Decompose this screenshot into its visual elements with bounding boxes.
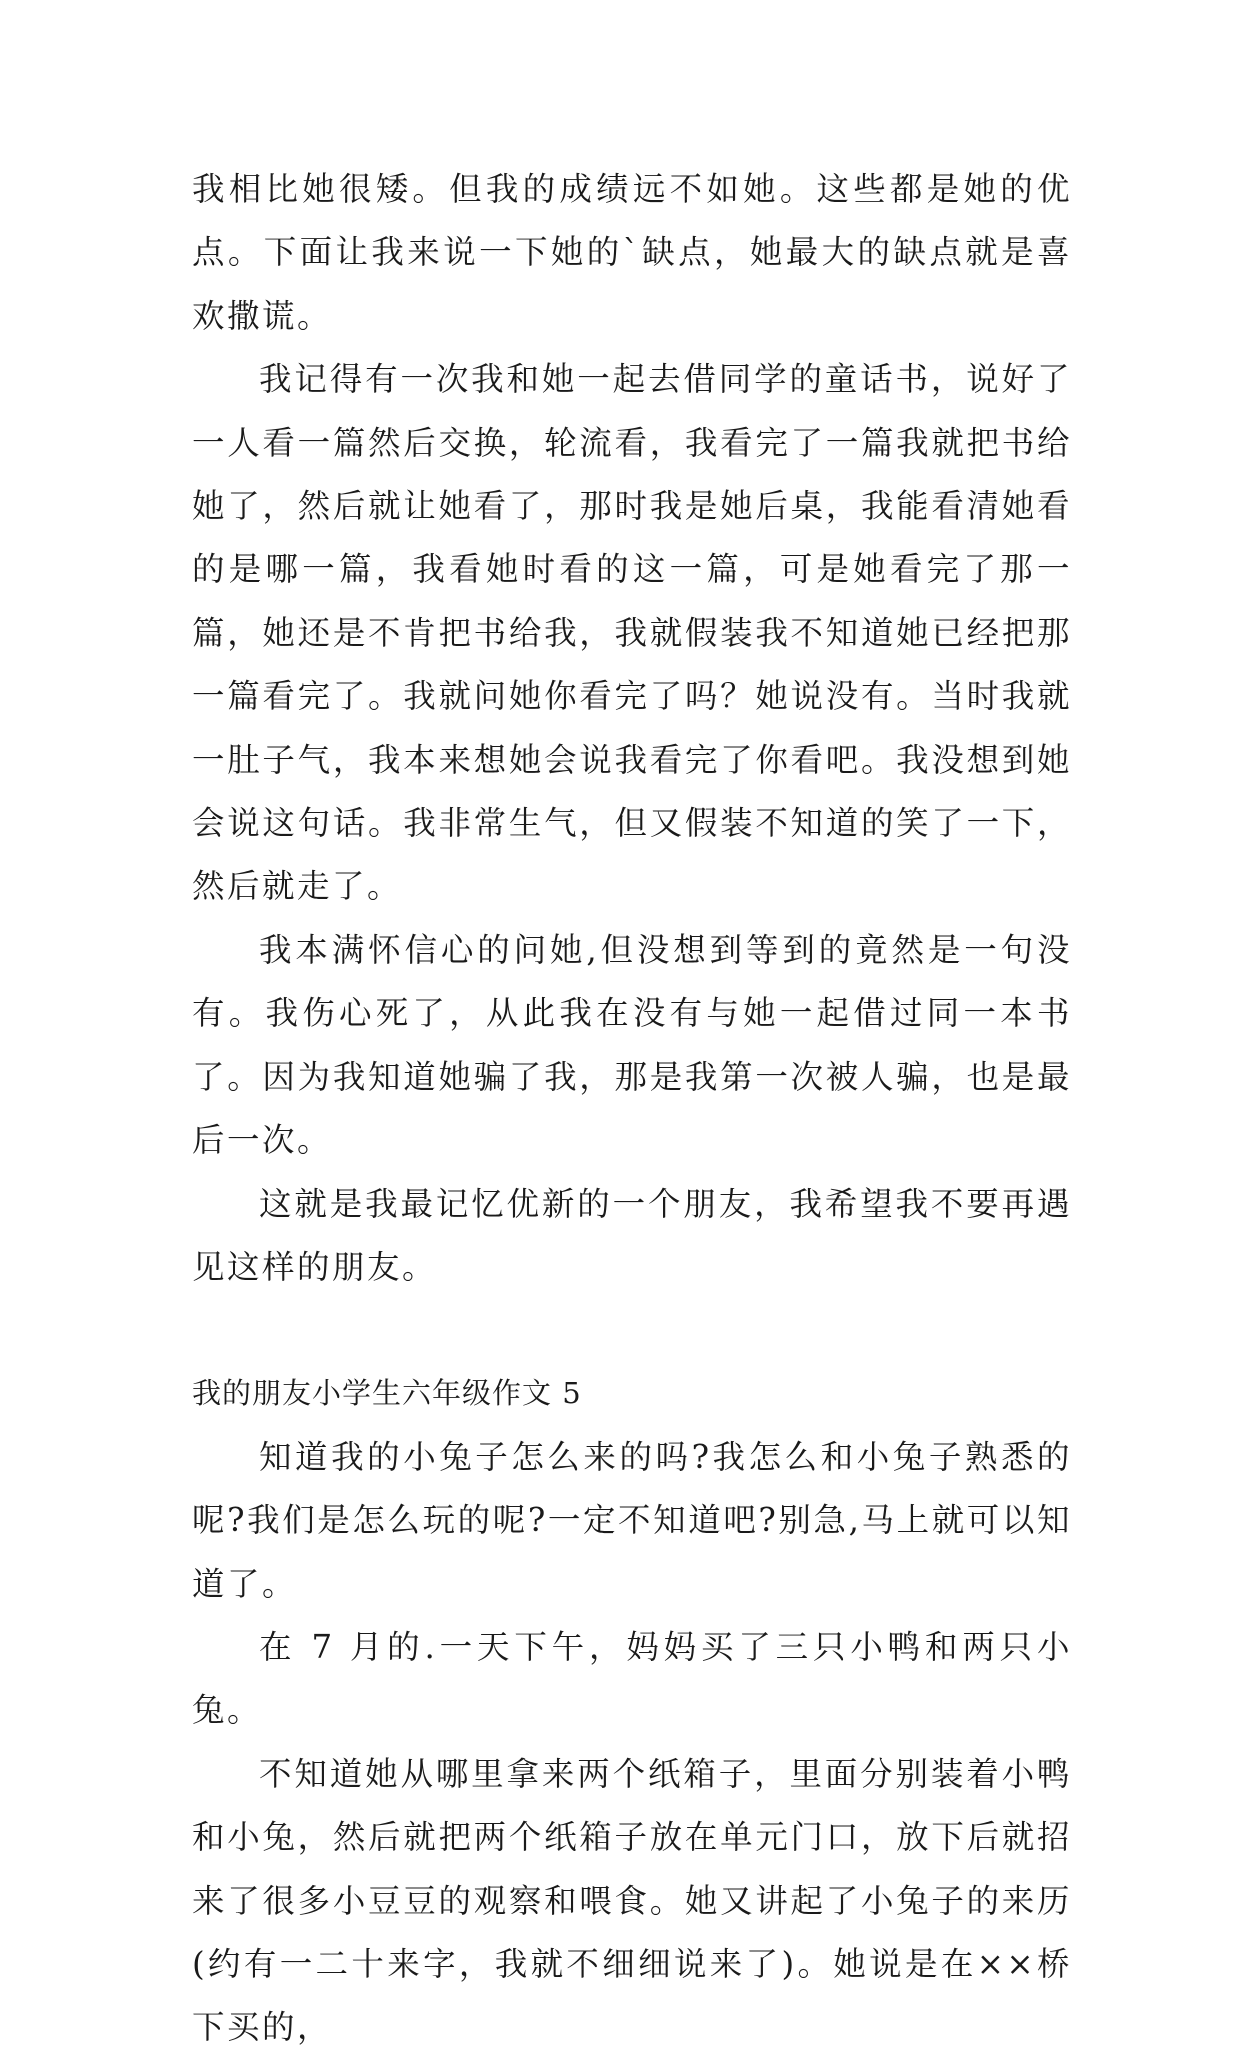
section-heading: 我的朋友小学生六年级作文 5 [192, 1376, 582, 1411]
paragraph-5: 知道我的小兔子怎么来的吗?我怎么和小兔子熟悉的呢?我们是怎么玩的呢?一定不知道吧?别急,马上就可以知道了。 [192, 1437, 1072, 1603]
paragraph-4: 这就是我最记忆优新的一个朋友，我希望我不要再遇见这样的朋友。 [192, 1184, 1072, 1286]
paragraph-2: 我记得有一次我和她一起去借同学的童话书，说好了一人看一篇然后交换，轮流看，我看完了一篇我就把书给她了，然后就让她看了，那时我是她后桌，我能看清她看的是哪一篇，我看她时看的这一篇，可是她看完了那一篇，她还是不肯把书给我，我就假装我不知道她已经把那一篇看完了。我就问她你看完了吗？她说没有。当时我就一肚子气，我本来想她会说我看完了你看吧。我没想到她会说这句话。我非常生气，但又假装不知道的笑了一下，然后就走了。 [192, 360, 1072, 906]
paragraph-1: 我相比她很矮。但我的成绩远不如她。这些都是她的优点。下面让我来说一下她的`缺点，她最大的缺点就是喜欢撒谎。 [192, 170, 1072, 335]
paragraph-3: 我本满怀信心的问她,但没想到等到的竟然是一句没有。我伤心死了，从此我在没有与她一起借过同一本书了。因为我知道她骗了我，那是我第一次被人骗，也是最后一次。 [192, 930, 1072, 1160]
document-body [192, 158, 1072, 2060]
paragraph-7: 不知道她从哪里拿来两个纸箱子，里面分别装着小鸭和小兔，然后就把两个纸箱子放在单元门口，放下后就招来了很多小豆豆的观察和喂食。她又讲起了小兔子的来历(约有一二十来字，我就不细细说来了)。她说是在××桥下买的， [192, 1754, 1072, 2047]
paragraph-6: 在 7 月的.一天下午，妈妈买了三只小鸭和两只小兔。 [192, 1627, 1072, 1730]
